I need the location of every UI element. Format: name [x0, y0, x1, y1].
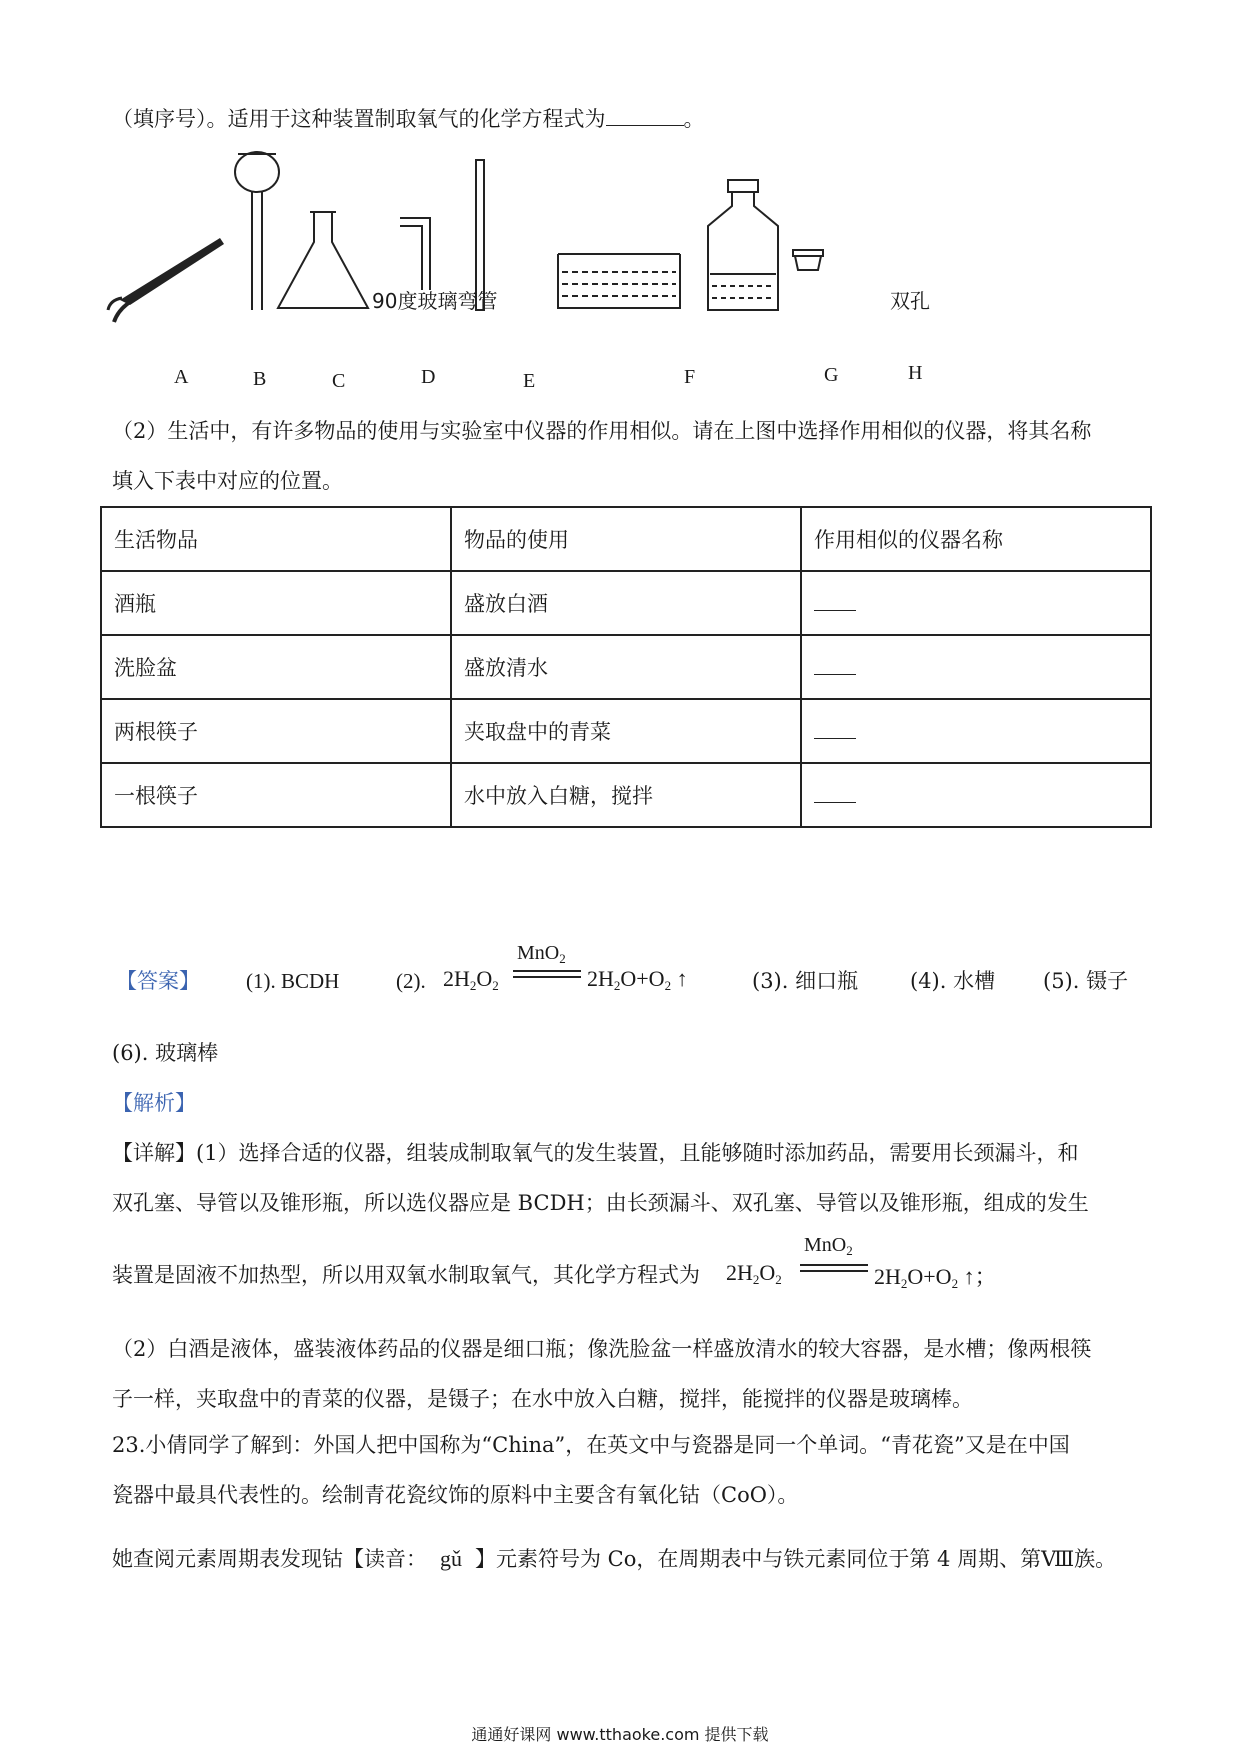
label-g: G	[824, 364, 839, 386]
question-2-line-1: （2）生活中，有许多物品的使用与实验室中仪器的作用相似。请在上图中选择作用相似的仪器，将其名称	[112, 419, 1092, 443]
analysis-equation: $2H_2O_2$ MnO$_2$ $2H_2O+O_2$ ↑；	[726, 1234, 997, 1291]
stopper-caption: 双孔	[890, 289, 930, 313]
answer-5: (5). 镊子	[1043, 969, 1129, 993]
table-header: 作用相似的仪器名称	[801, 507, 1151, 571]
table-cell: 酒瓶	[101, 571, 451, 635]
long-neck-funnel-icon	[235, 152, 279, 310]
table-cell: 两根筷子	[101, 699, 451, 763]
table-header: 生活物品	[101, 507, 451, 571]
answer-2-equation: $2H_2O_2$ MnO$_2$ $2H_2O+O_2$ ↑	[443, 942, 688, 993]
table-row	[101, 699, 1151, 763]
answer-tag: 【答案】	[116, 969, 200, 993]
question-2-line-2: 填入下表中对应的位置。	[112, 469, 343, 493]
analysis-p2-line-2: 子一样，夹取盘中的青菜的仪器，是镊子；在水中放入白糖，搅拌，能搅拌的仪器是玻璃棒。	[112, 1387, 973, 1411]
label-e: E	[523, 370, 536, 392]
bent-tube-caption: 90度玻璃弯管	[372, 289, 498, 313]
analysis-p2-line-1: （2）白酒是液体，盛装液体药品的仪器是细口瓶；像洗脸盆一样盛放清水的较大容器，是水槽；像两根筷	[112, 1337, 1092, 1361]
label-b: B	[253, 368, 267, 390]
tweezers-icon	[108, 238, 224, 322]
table-row	[101, 635, 1151, 699]
table-cell: 一根筷子	[101, 763, 451, 827]
label-a: A	[174, 366, 189, 388]
question-23-line-2: 瓷器中最具代表性的。绘制青花瓷纹饰的原料中主要含有氧化钴（CoO）。	[112, 1483, 799, 1507]
answer-6: (6). 玻璃棒	[112, 1041, 219, 1065]
answer-blank-cell	[801, 635, 1151, 699]
table-header: 物品的使用	[451, 507, 801, 571]
answer-3: (3). 细口瓶	[752, 969, 859, 993]
two-hole-stopper-icon	[793, 250, 823, 270]
pinyin-reading: gǔ	[440, 1546, 462, 1571]
question-23-line-1: 23.小倩同学了解到：外国人把中国称为“China”，在英文中与瓷器是同一个单词。“青花瓷”又是在中国	[112, 1433, 1070, 1457]
detail-tag: 【详解】	[112, 1141, 196, 1165]
analysis-tag: 【解析】	[112, 1091, 196, 1115]
apparatus-figure	[100, 150, 980, 400]
label-d: D	[421, 366, 436, 388]
table-cell: 洗脸盆	[101, 635, 451, 699]
answer-blank-cell	[801, 571, 1151, 635]
table-row	[101, 763, 1151, 827]
answer-1: (1). BCDH	[246, 969, 340, 993]
analysis-p1-line-2: 双孔塞、导管以及锥形瓶，所以选仪器应是 BCDH；由长颈漏斗、双孔塞、导管以及锥形瓶，组成的发生	[112, 1191, 1089, 1215]
question-continuation: （填序号）。适用于这种装置制取氧气的化学方程式为 。	[112, 107, 705, 131]
question-23-line-3: 她查阅元素周期表发现钴【读音： gǔ 】元素符号为 Co，在周期表中与铁元素同位于第 4 周期、第Ⅷ族。	[112, 1544, 1116, 1574]
table-cell: 盛放白酒	[451, 571, 801, 635]
table-cell: 夹取盘中的青菜	[451, 699, 801, 763]
answer-4: (4). 水槽	[910, 969, 996, 993]
narrow-mouth-bottle-icon	[708, 180, 778, 310]
answer-blank	[606, 107, 684, 126]
label-f: F	[684, 366, 696, 388]
answer-2-number: (2).	[396, 969, 426, 993]
water-trough-icon	[558, 254, 680, 308]
conical-flask-icon	[278, 212, 368, 308]
table-cell: 水中放入白糖，搅拌	[451, 763, 801, 827]
table-header-row	[101, 507, 1151, 571]
analysis-p1-line-1: 【详解】(1）选择合适的仪器，组装成制取氧气的发生装置，且能够随时添加药品，需要用长颈漏斗，和	[112, 1141, 1079, 1165]
answer-blank-cell	[801, 763, 1151, 827]
comparison-table	[100, 506, 1152, 828]
analysis-p1-line-3: 装置是固液不加热型，所以用双氧水制取氧气，其化学方程式为	[112, 1263, 700, 1287]
bent-glass-tube-icon	[400, 218, 430, 290]
label-h: H	[908, 362, 923, 384]
table-row	[101, 571, 1151, 635]
page-footer: 通通好课网 www.tthaoke.com 提供下载	[471, 1725, 769, 1744]
table-cell: 盛放清水	[451, 635, 801, 699]
label-c: C	[332, 370, 346, 392]
catalyst-label: MnO	[517, 942, 560, 964]
answer-blank-cell	[801, 699, 1151, 763]
